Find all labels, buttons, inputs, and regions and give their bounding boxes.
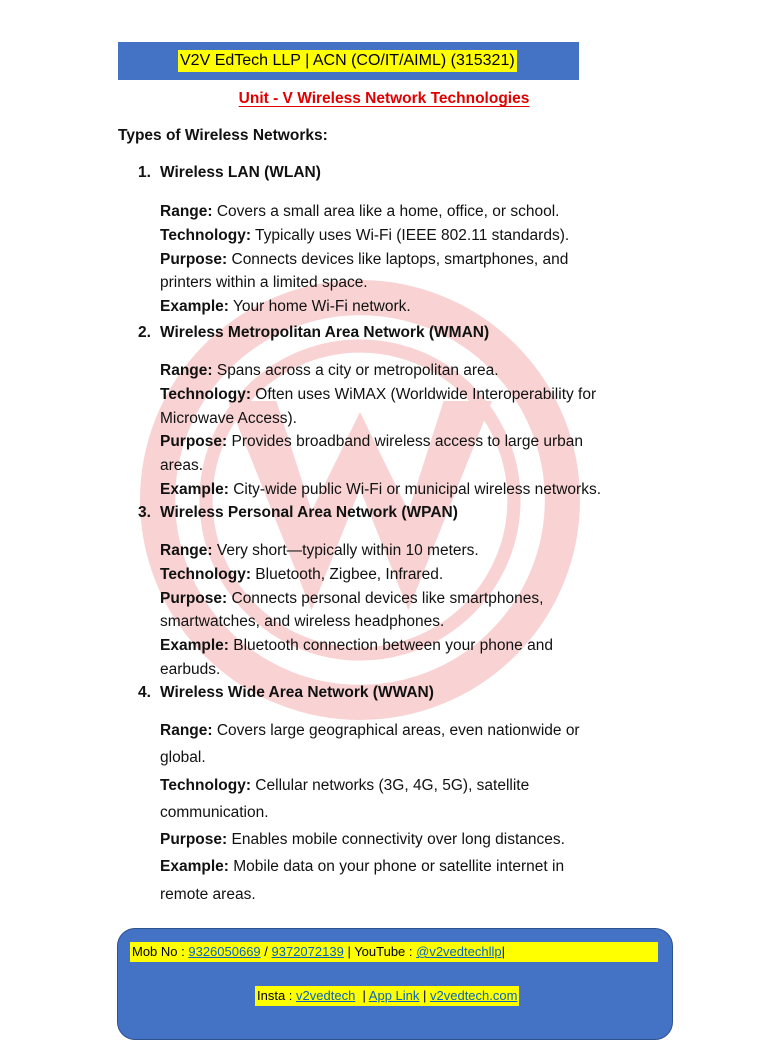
types-heading: Types of Wireless Networks: (118, 127, 328, 144)
header-title: V2V EdTech LLP | ACN (CO/IT/AIML) (315321) (178, 50, 517, 72)
youtube-link[interactable]: @v2vedtechllp (416, 944, 502, 959)
phone-link-1[interactable]: 9326050669 (188, 944, 261, 959)
instagram-link[interactable]: v2vedtech (296, 988, 356, 1003)
section-body-wwan: Range: Covers large geographical areas, even nationwide or global. Technology: Cellular networks (3G, 4G, 5G), satellite communication. Purpose: Enables mobile connectivity over long distances. Example: Mobile data on your phone or satellite internet in remote areas. (160, 722, 580, 903)
footer-social-row: Insta : v2vedtech | App Link | v2vedtech.com (255, 986, 519, 1006)
section-body-wpan: Range: Very short—typically within 10 meters. Technology: Bluetooth, Zigbee, Infrared. Purpose: Connects personal devices like smartphones, smartwatches, and wireless headphones. Example: Bluetooth connection between your phone and earbuds. (160, 542, 553, 678)
footer-contact-row: Mob No : 9326050669 / 9372072139 | YouTube : @v2vedtechllp| (130, 942, 658, 962)
section-body-wman: Range: Spans across a city or metropolitan area. Technology: Often uses WiMAX (Worldwide Interoperability for Microwave Access). Purpose: Provides broadband wireless access to large urban areas. Example: City-wide public Wi-Fi or municipal wireless networks. (160, 362, 602, 498)
section-heading-wlan: 1. Wireless LAN (WLAN) (138, 164, 321, 181)
section-body-wlan: Range: Covers a small area like a home, office, or school. Technology: Typically uses Wi-Fi (IEEE 802.11 standards). Purpose: Connects devices like laptops, smartphones, and printers within a limited space. Example: Your home Wi-Fi network. (160, 203, 570, 316)
phone-link-2[interactable]: 9372072139 (271, 944, 344, 959)
section-heading-wman: 2. Wireless Metropolitan Area Network (WMAN) (138, 324, 490, 341)
section-heading-wwan: 4. Wireless Wide Area Network (WWAN) (138, 684, 434, 701)
section-heading-wpan: 3. Wireless Personal Area Network (WPAN) (138, 504, 458, 521)
unit-title: Unit - V Wireless Network Technologies (238, 90, 530, 107)
website-link[interactable]: v2vedtech.com (430, 988, 518, 1003)
app-link[interactable]: App Link (368, 988, 420, 1003)
